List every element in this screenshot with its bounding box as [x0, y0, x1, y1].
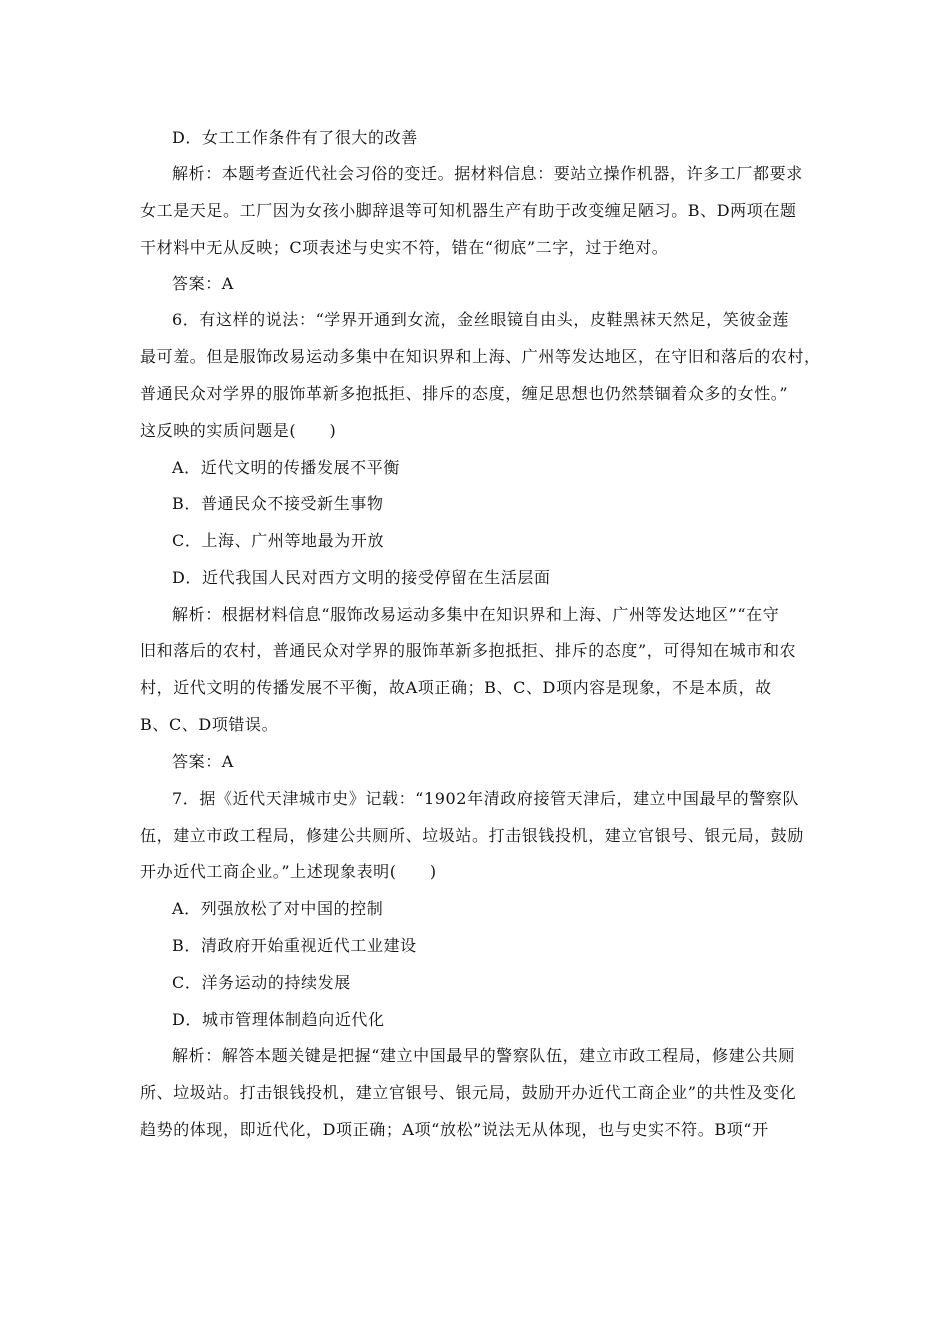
- q6-analysis-line-1: 解析：根据材料信息“服饰改易运动多集中在知识界和上海、广州等发达地区”“在守: [172, 605, 780, 624]
- q5-analysis-line-1: 解析：本题考查近代社会习俗的变迁。据材料信息：要站立操作机器，许多工厂都要求: [172, 164, 803, 183]
- q7-option-c: C．洋务运动的持续发展: [172, 973, 351, 992]
- q6-option-c: C．上海、广州等地最为开放: [172, 531, 385, 550]
- q7-option-a: A．列强放松了对中国的控制: [172, 899, 384, 918]
- q6-option-d: D．近代我国人民对西方文明的接受停留在生活层面: [172, 568, 551, 587]
- q7-analysis-line-3: 趋势的体现，即近代化，D项正确；A项“放松”说法无从体现，也与史实不符。B项“开: [140, 1120, 769, 1139]
- q7-option-b: B．清政府开始重视近代工业建设: [172, 936, 417, 955]
- q7-option-d: D．城市管理体制趋向近代化: [172, 1010, 385, 1029]
- q6-option-b: B．普通民众不接受新生事物: [172, 494, 384, 513]
- q7-stem-line-2: 伍，建立市政工程局，修建公共厕所、垃圾站。打击银钱投机，建立官银号、银元局，鼓励: [140, 826, 805, 845]
- q5-answer: 答案：A: [172, 274, 234, 293]
- q5-option-d: D．女工工作条件有了很大的改善: [172, 128, 418, 147]
- q6-analysis-line-3: 村，近代文明的传播发展不平衡，故A项正确；B、C、D项内容是现象，不是本质，故: [140, 678, 772, 697]
- q5-analysis-line-3: 干材料中无从反映；C项表述与史实不符，错在“彻底”二字，过于绝对。: [140, 238, 669, 257]
- q6-stem-line-3: 普通民众对学界的服饰革新多抱抵拒、排斥的态度，缠足思想也仍然禁锢着众多的女性。”: [140, 384, 789, 403]
- q6-option-a: A．近代文明的传播发展不平衡: [172, 458, 400, 477]
- q7-stem-line-1: 7．据《近代天津城市史》记载：“1902年清政府接管天津后，建立中国最早的警察队: [172, 789, 800, 808]
- q7-stem-line-3: 开办近代工商企业。”上述现象表明( ): [140, 862, 437, 881]
- q6-analysis-line-2: 旧和落后的农村，普通民众对学界的服饰革新多抱抵拒、排斥的态度”，可得知在城市和农: [140, 641, 797, 660]
- q6-stem-line-4: 这反映的实质问题是( ): [140, 421, 337, 440]
- q7-analysis-line-2: 所、垃圾站。打击银钱投机，建立官银号、银元局，鼓励开办近代工商企业”的共性及变化: [140, 1083, 797, 1102]
- q7-analysis-line-1: 解析：解答本题关键是把握“建立中国最早的警察队伍，建立市政工程局，修建公共厕: [172, 1046, 795, 1065]
- q6-analysis-line-4: B、C、D项错误。: [140, 715, 279, 734]
- q5-analysis-line-2: 女工是天足。工厂因为女孩小脚辞退等可知机器生产有助于改变缠足陋习。B、D两项在题: [140, 201, 797, 220]
- q6-stem-line-2: 最可羞。但是服饰改易运动多集中在知识界和上海、广州等发达地区，在守旧和落后的农村，: [140, 347, 821, 366]
- q6-answer: 答案：A: [172, 752, 234, 771]
- q6-stem-line-1: 6．有这样的说法：“学界开通到女流，金丝眼镜自由头，皮鞋黑袜天然足，笑彼金莲: [172, 310, 790, 329]
